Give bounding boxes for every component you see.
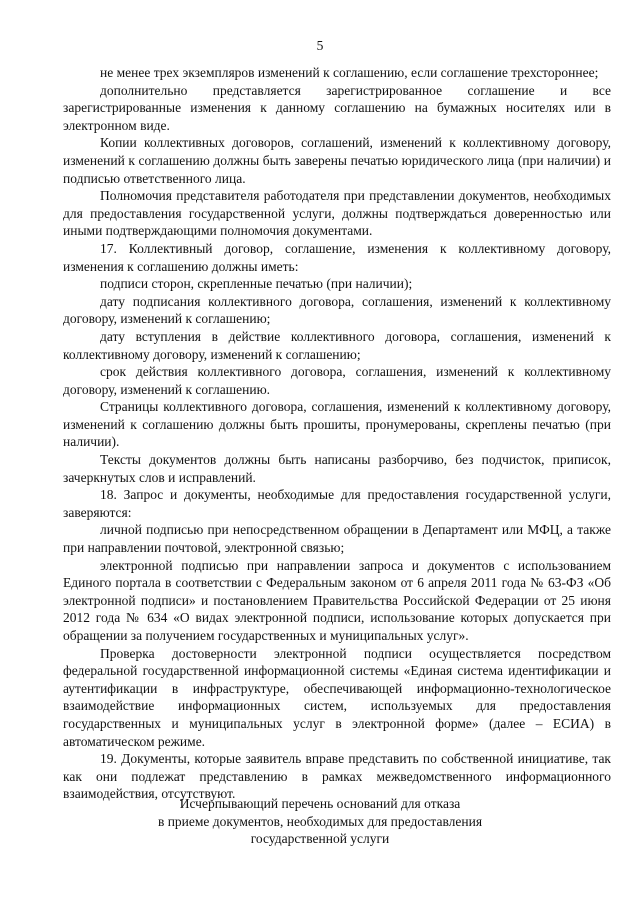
section-heading [0,795,640,848]
page-number: 5 [316,38,324,53]
paragraph-clause-19: 19. Документы, которые заявитель вправе представить по собственной инициативе, так как они подлежат представлению в рамках межведомственного информационного взаимодействия, отсутствуют. [63,751,611,802]
paragraph-pages-stitched: Страницы коллективного договора, соглашения, изменений к коллективному договору, изменений к соглашению должны быть прошиты, пронумерованы, скреплены печатью (при наличии). [63,399,611,450]
paragraph-electronic-signature: электронной подписью при направлении запроса и документов с использованием Единого портала в соответствии с Федеральным законом от 6 апреля 2011 года № 63-ФЗ «Об электронной подписи» и постановлением Правительства Российской Федерации от 25 июня 2012 года № 634 «О видах электронной подписи, использование которых допускается при обращении за получением государственных и муниципальных услуг». [63,557,611,643]
paragraph-signatures: подписи сторон, скрепленные печатью (при наличии); [100,276,413,292]
paragraph-effective-date: дату вступления в действие коллективного договора, соглашения, изменений к коллективному договору, изменений к соглашению; [63,328,611,362]
paragraph-signing-date: дату подписания коллективного договора, соглашения, изменений к коллективному договору, изменений к соглашению; [63,293,611,327]
document-body [63,64,611,803]
paragraph-registered-agreement: дополнительно представляется зарегистрированное соглашение и все зарегистрированные изменения к данному соглашению на бумажных носителях или в электронном виде. [63,82,611,133]
paragraph-copies-certification: Копии коллективных договоров, соглашений, изменений к коллективному договору, изменений к соглашению должны быть заверены печатью юридического лица (при наличии) и подписью ответственного лица. [63,135,611,186]
paragraph-clause-17: 17. Коллективный договор, соглашение, изменения к коллективному договору, изменения к соглашению должны иметь: [63,240,611,274]
paragraph-validity-period: срок действия коллективного договора, соглашения, изменений к коллективному договору, изменений к соглашению. [63,364,611,397]
paragraph-employer-authority: Полномочия представителя работодателя при представлении документов, необходимых для предоставления государственной услуги, должны подтверждаться доверенностью или иными подтверждающими полномочия документами. [63,188,611,239]
paragraph-legible-text: Тексты документов должны быть написаны разборчиво, без подчисток, приписок, зачеркнутых слов и исправлений. [63,452,611,485]
section-heading-line-3: государственной услуги [250,831,390,847]
paragraph-clause-18: 18. Запрос и документы, необходимые для предоставления государственной услуги, заверяются: [63,487,611,520]
paragraph-personal-signature: личной подписью при непосредственном обращении в Департамент или МФЦ, а также при направлении почтовой, электронной связью; [63,522,611,556]
section-heading-line-2: в приеме документов, необходимых для предоставления [157,813,483,829]
paragraph-copies-tripartite: не менее трех экземпляров изменений к соглашению, если соглашение трехстороннее; [100,65,599,80]
paragraph-signature-verification: Проверка достоверности электронной подписи осуществляется посредством федеральной государственной информационной системы «Единая система идентификации и аутентификации в инфраструктуре, обеспечивающей информационно-технологическое взаимодействие информационных систем, используемых для предоставления государственных и муниципальных услуг в электронной форме» (далее – ЕСИА) в автоматическом режиме. [63,645,611,749]
section-heading-line-1: Исчерпывающий перечень оснований для отказа [179,796,461,811]
